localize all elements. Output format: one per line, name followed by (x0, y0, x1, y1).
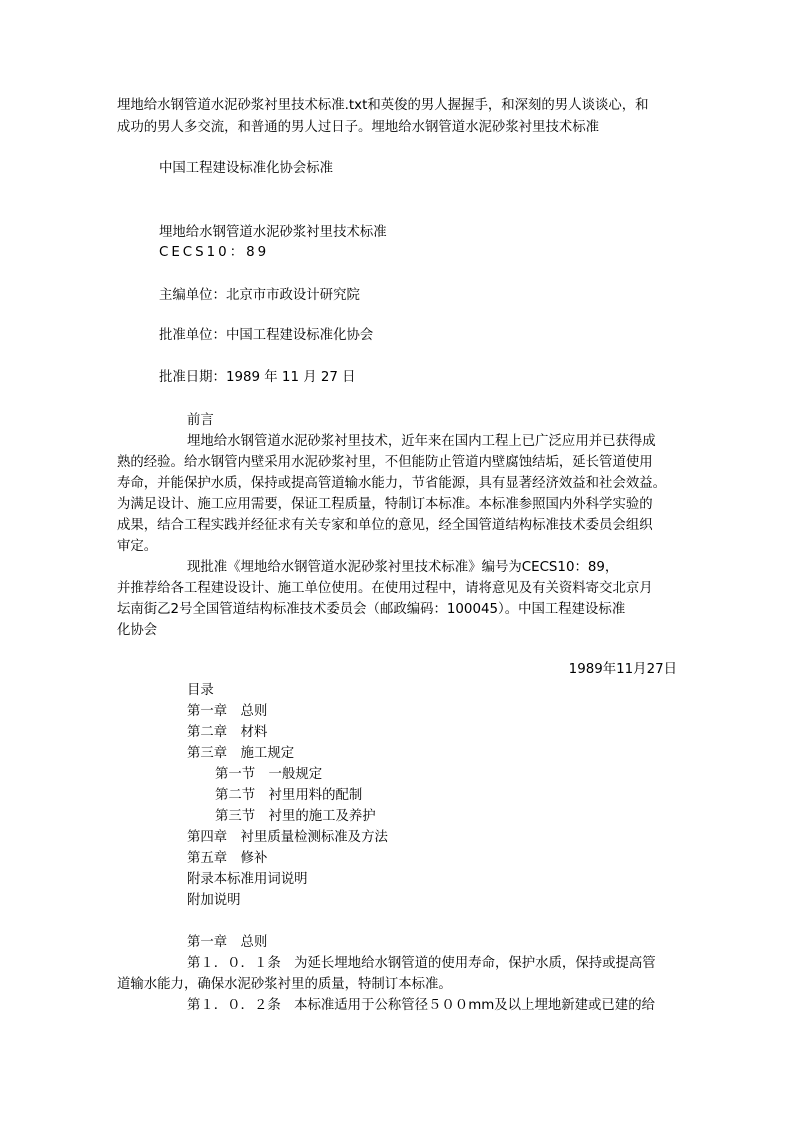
intro-line-1: 埋地给水钢管道水泥砂浆衬里技术标准.txt和英俊的男人握握手，和深刻的男人谈谈心，和 (117, 98, 649, 113)
preface-p1-line: 埋地给水钢管道水泥砂浆衬里技术，近年来在国内工程上已广泛应用并已获得成 (187, 434, 656, 449)
toc-item: 附加说明 (187, 893, 241, 908)
toc-subitem: 第三节 衬里的施工及养护 (215, 809, 376, 824)
preface-p2-line: 化协会 (117, 623, 158, 638)
preface-p1-line: 寿命，并能保护水质，保持或提高管道输水能力，节省能源，具有显著经济效益和社会效益。 (117, 476, 667, 491)
toc-item: 第五章 修补 (187, 851, 268, 866)
toc-item: 第二章 材料 (187, 725, 268, 740)
preface-p2-line: 坛南街乙2号全国管道结构标准技术委员会（邮政编码：100045）。中国工程建设标准 (117, 602, 626, 617)
toc-item: 附录本标准用词说明 (187, 872, 308, 887)
preface-p2-line: 并推荐给各工程建设设计、施工单位使用。在使用过程中，请将意见及有关资料寄交北京月 (117, 581, 653, 596)
preface-p2-line: 现批准《埋地给水钢管道水泥砂浆衬里技术标准》编号为CECS10：89， (187, 560, 619, 575)
preface-p1-line: 为满足设计、施工应用需要，保证工程质量，特制订本标准。本标准参照国内外科学实验的 (117, 497, 653, 512)
toc-subitem: 第二节 衬里用料的配制 (215, 788, 363, 803)
preface-heading: 前言 (187, 413, 214, 428)
toc-heading: 目录 (187, 683, 214, 698)
preface-date: 1989年11月27日 (568, 662, 677, 677)
intro-line-2: 成功的男人多交流，和普通的男人过日子。埋地给水钢管道水泥砂浆衬里技术标准 (117, 120, 600, 135)
preface-p1-line: 成果，结合工程实践并经征求有关专家和单位的意见，经全国管道结构标准技术委员会组织 (117, 518, 653, 533)
standard-org: 中国工程建设标准化协会标准 (159, 161, 334, 176)
toc-item: 第四章 衬里质量检测标准及方法 (187, 830, 388, 845)
article-line: 道输水能力，确保水泥砂浆衬里的质量，特制订本标准。 (117, 977, 452, 992)
preface-p1-line: 熟的经验。给水钢管内壁采用水泥砂浆衬里，不但能防止管道内壁腐蚀结垢，延长管道使用 (117, 455, 653, 470)
article-line: 第１．０．１条 为延长埋地给水钢管道的使用寿命，保护水质，保持或提高管 (187, 956, 656, 971)
approval-date: 批准日期：1989 年 11 月 27 日 (159, 370, 356, 385)
toc-item: 第一章 总则 (187, 704, 268, 719)
editor-unit: 主编单位：北京市市政设计研究院 (159, 288, 360, 303)
article-line: 第１．０．２条 本标准适用于公称管径５００mm及以上埋地新建或已建的给 (187, 998, 655, 1013)
toc-item: 第三章 施工规定 (187, 746, 295, 761)
toc-subitem: 第一节 一般规定 (215, 767, 323, 782)
standard-code: CECS10：89 (159, 245, 270, 260)
approver-unit: 批准单位：中国工程建设标准化协会 (159, 328, 374, 343)
standard-title: 埋地给水钢管道水泥砂浆衬里技术标准 (159, 225, 387, 240)
preface-p1-line: 审定。 (117, 539, 158, 554)
chapter-heading: 第一章 总则 (187, 935, 268, 950)
